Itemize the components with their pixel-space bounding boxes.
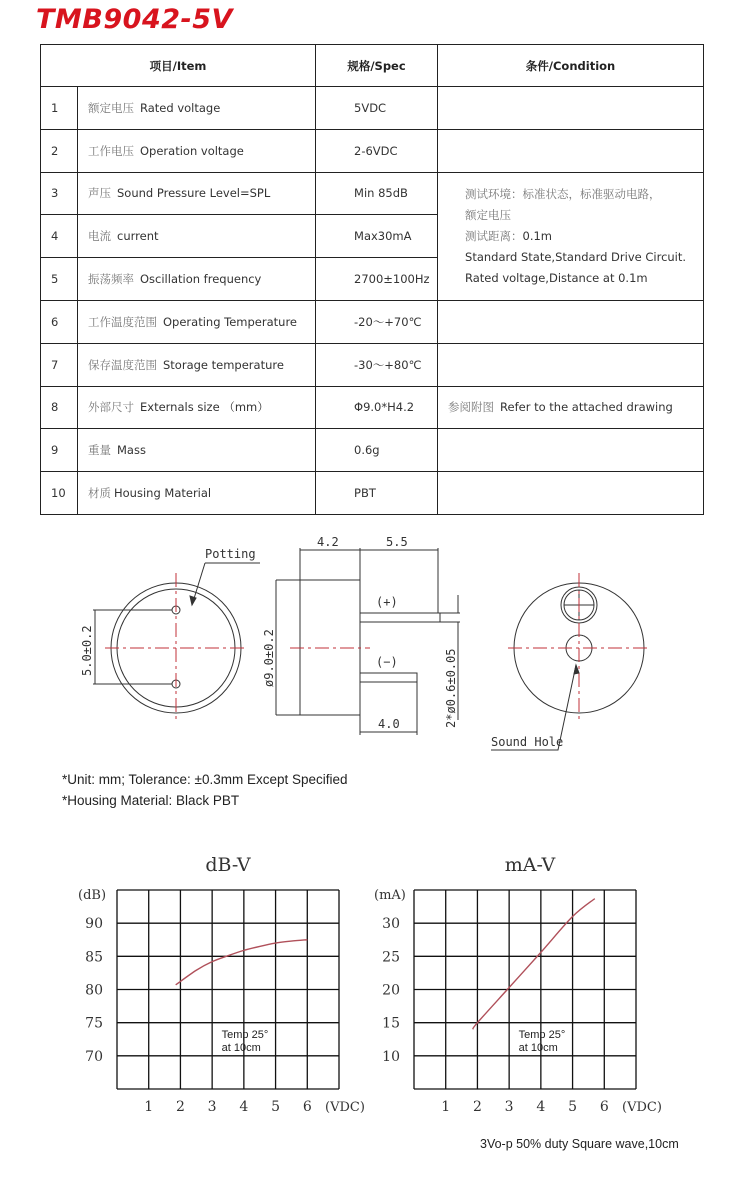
row-spec: 5VDC xyxy=(316,87,438,130)
row-number: 3 xyxy=(41,172,78,215)
row-condition xyxy=(438,343,704,386)
test-condition-line-1: 测试环境：标准状态，标准驱动电路， xyxy=(465,186,661,201)
spec-table xyxy=(40,44,704,515)
pin-plus-label: (+) xyxy=(376,595,398,609)
front-view xyxy=(93,563,260,722)
item-cn: 工作温度范围 xyxy=(88,314,157,329)
row-item xyxy=(78,87,316,130)
item-cn: 保存温度范围 xyxy=(88,357,157,372)
y-axis-label: (dB) xyxy=(78,888,107,903)
row-condition xyxy=(438,300,704,343)
item-en: Oscillation frequency xyxy=(140,272,262,287)
row-number: 1 xyxy=(41,87,78,130)
dim-pin-diameter: 2*ø0.6±0.05 xyxy=(444,648,458,728)
row-item xyxy=(78,172,316,215)
row-number: 10 xyxy=(41,472,78,515)
x-axis-label: (VDC) xyxy=(325,1100,365,1115)
row-spec: Φ9.0*H4.2 xyxy=(316,386,438,429)
table-row xyxy=(41,300,704,343)
item-cn: 外部尺寸 xyxy=(88,400,134,415)
row-number: 5 xyxy=(41,258,78,301)
item-cn: 重量 xyxy=(88,443,111,458)
pin-minus-label: (−) xyxy=(376,655,398,669)
test-signal-note: 3Vo-p 50% duty Square wave,10cm xyxy=(480,1137,679,1151)
chart-grid xyxy=(117,890,339,1089)
chart-grid xyxy=(414,890,636,1089)
test-condition-line-3: 测试距离：0.1m xyxy=(465,228,553,243)
header-item: 项目/Item xyxy=(41,45,316,87)
y-tick-label: 15 xyxy=(382,1015,400,1032)
row-spec: 0.6g xyxy=(316,429,438,472)
note-unit-tolerance: *Unit: mm; Tolerance: ±0.3mm Except Specified xyxy=(62,772,348,787)
row-item xyxy=(78,386,316,429)
item-en: Mass xyxy=(117,443,146,458)
table-header-row xyxy=(41,45,704,87)
y-tick-label: 85 xyxy=(85,949,103,966)
item-en: current xyxy=(117,229,159,244)
table-row xyxy=(41,429,704,472)
row-condition xyxy=(438,472,704,515)
sound-hole-label: Sound Hole xyxy=(491,735,564,749)
y-tick-label: 30 xyxy=(382,916,400,933)
row-spec: 2-6VDC xyxy=(316,129,438,172)
row-number: 6 xyxy=(41,300,78,343)
dim-pin-minus-length: 4.0 xyxy=(378,717,400,731)
dim-diameter: ø9.0±0.2 xyxy=(262,629,276,687)
data-curve xyxy=(176,940,308,985)
row-spec: PBT xyxy=(316,472,438,515)
row-number: 8 xyxy=(41,386,78,429)
table-row xyxy=(41,472,704,515)
chart-title: mA-V xyxy=(504,854,556,876)
test-condition-cell xyxy=(438,172,704,300)
performance-charts xyxy=(0,840,750,1140)
row-spec: -30～+80℃ xyxy=(316,343,438,386)
x-tick-label: 5 xyxy=(271,1099,281,1115)
chart-annotation: at 10cm xyxy=(518,1042,558,1054)
row-spec: Max30mA xyxy=(316,215,438,258)
y-tick-label: 90 xyxy=(85,916,103,933)
x-tick-label: 4 xyxy=(239,1099,249,1115)
x-tick-label: 1 xyxy=(441,1099,451,1115)
table-row xyxy=(41,129,704,172)
item-en: Sound Pressure Level=SPL xyxy=(117,186,271,201)
test-condition-line-2: 额定电压 xyxy=(465,207,512,222)
table-row xyxy=(41,386,704,429)
condition-en: Refer to the attached drawing xyxy=(500,400,673,415)
x-tick-label: 4 xyxy=(536,1099,546,1115)
item-cn: 振荡频率 xyxy=(88,272,134,287)
row-item xyxy=(78,258,316,301)
row-condition xyxy=(438,129,704,172)
y-tick-label: 10 xyxy=(382,1048,400,1065)
item-en: Externals size （mm） xyxy=(140,400,269,415)
note-housing-material: *Housing Material: Black PBT xyxy=(62,793,240,808)
ma-v-chart xyxy=(374,854,662,1115)
table-row xyxy=(41,172,704,215)
row-item xyxy=(78,215,316,258)
y-tick-label: 70 xyxy=(85,1048,103,1065)
row-item xyxy=(78,343,316,386)
row-number: 9 xyxy=(41,429,78,472)
item-en: Operating Temperature xyxy=(163,314,297,329)
header-spec: 规格/Spec xyxy=(316,45,438,87)
row-condition xyxy=(438,429,704,472)
y-axis-label: (mA) xyxy=(374,888,406,903)
item-cn: 声压 xyxy=(88,186,111,201)
y-tick-label: 80 xyxy=(85,982,103,999)
pin-minus xyxy=(360,673,417,682)
item-en: Rated voltage xyxy=(140,100,221,115)
row-spec: 2700±100Hz xyxy=(316,258,438,301)
x-tick-label: 5 xyxy=(568,1099,578,1115)
row-condition xyxy=(438,386,704,429)
mechanical-drawing xyxy=(0,520,750,760)
drawing-notes xyxy=(62,769,348,811)
item-cn: 材质 xyxy=(88,486,111,501)
y-tick-label: 20 xyxy=(382,982,400,999)
item-cn: 电流 xyxy=(88,229,111,244)
row-number: 4 xyxy=(41,215,78,258)
item-en: Storage temperature xyxy=(163,357,284,372)
chart-title: dB-V xyxy=(205,854,251,876)
table-row xyxy=(41,87,704,130)
x-tick-label: 3 xyxy=(504,1099,514,1115)
test-condition-line-5: Rated voltage,Distance at 0.1m xyxy=(465,270,648,285)
x-tick-label: 1 xyxy=(144,1099,154,1115)
db-v-chart xyxy=(78,854,365,1115)
row-number: 2 xyxy=(41,129,78,172)
item-cn: 工作电压 xyxy=(88,143,134,158)
row-item xyxy=(78,129,316,172)
row-item xyxy=(78,472,316,515)
item-en: Housing Material xyxy=(114,486,212,501)
x-axis-label: (VDC) xyxy=(622,1100,662,1115)
condition-cn: 参阅附图 xyxy=(448,400,495,415)
x-tick-label: 2 xyxy=(175,1099,185,1115)
x-tick-label: 6 xyxy=(302,1099,312,1115)
side-view xyxy=(276,548,460,735)
chart-annotation: Temp 25° xyxy=(221,1029,269,1041)
pin-spacing-dim: 5.0±0.2 xyxy=(80,625,94,676)
x-tick-label: 2 xyxy=(472,1099,482,1115)
x-tick-label: 6 xyxy=(599,1099,609,1115)
dim-pin-plus-length: 5.5 xyxy=(386,535,408,549)
back-view xyxy=(491,573,650,750)
potting-label: Potting xyxy=(205,547,256,561)
header-condition: 条件/Condition xyxy=(438,45,704,87)
y-tick-label: 25 xyxy=(382,949,400,966)
row-condition xyxy=(438,87,704,130)
x-tick-label: 3 xyxy=(207,1099,217,1115)
dim-body-height: 4.2 xyxy=(317,535,339,549)
test-condition-text xyxy=(438,184,703,289)
row-spec: -20～+70℃ xyxy=(316,300,438,343)
row-spec: Min 85dB xyxy=(316,172,438,215)
row-item xyxy=(78,300,316,343)
front-centerlines xyxy=(105,573,248,722)
chart-annotation: Temp 25° xyxy=(518,1029,566,1041)
item-cn: 额定电压 xyxy=(88,100,134,115)
data-curve xyxy=(473,899,595,1030)
test-condition-line-4: Standard State,Standard Drive Circuit. xyxy=(465,249,687,264)
row-item xyxy=(78,429,316,472)
row-number: 7 xyxy=(41,343,78,386)
pin-plus xyxy=(360,613,440,622)
chart-annotation: at 10cm xyxy=(221,1042,261,1054)
table-row xyxy=(41,343,704,386)
item-en: Operation voltage xyxy=(140,143,244,158)
y-tick-label: 75 xyxy=(85,1015,103,1032)
product-title: TMB9042-5V xyxy=(36,4,233,35)
